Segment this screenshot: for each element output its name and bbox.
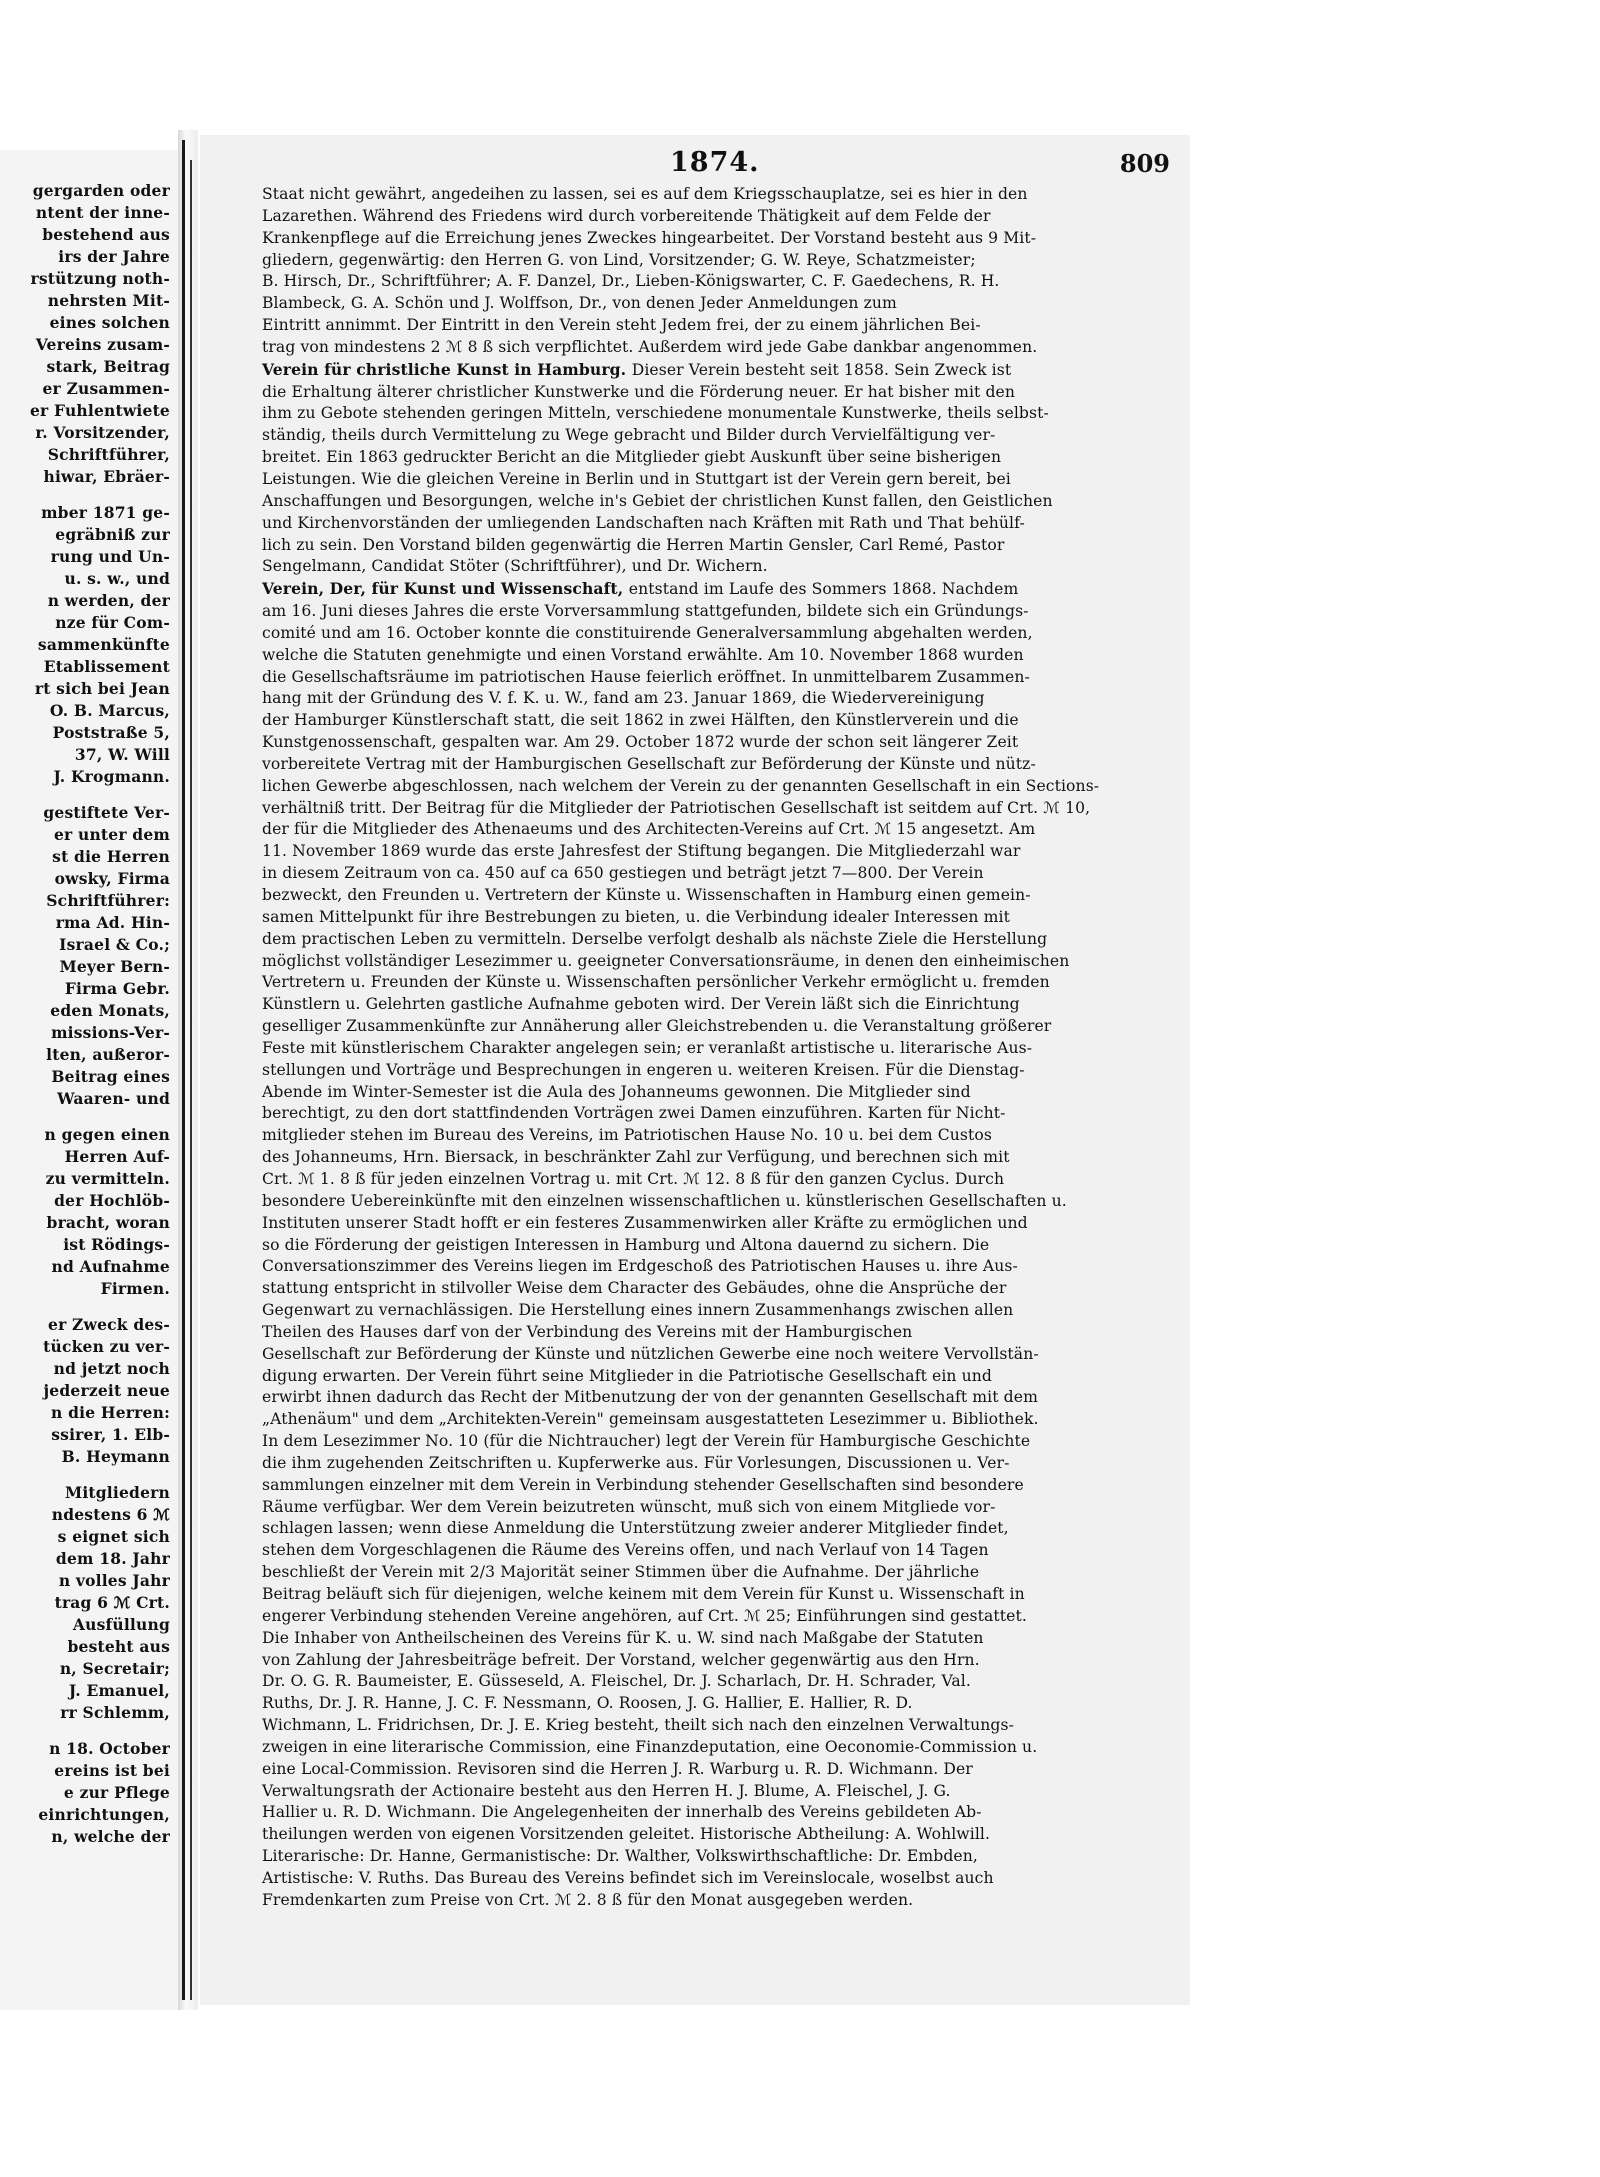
left-text-line: nze für Com- bbox=[55, 613, 170, 632]
left-text-line: gestiftete Ver- bbox=[43, 803, 170, 822]
left-text-line: ntent der inne- bbox=[35, 203, 170, 222]
left-text-line: O. B. Marcus, bbox=[49, 701, 170, 720]
left-text-line: sammenkünfte bbox=[37, 635, 170, 654]
text-line: bezweckt, den Freunden u. Vertretern der Künste u. Wissenschaften in Hamburg einen gemein- bbox=[262, 886, 1031, 904]
text-line: Kunstgenossenschaft, gespalten war. Am 29. October 1872 wurde der schon seit längerer Zeit bbox=[262, 733, 1019, 752]
left-text-line: Herren Auf- bbox=[64, 1147, 170, 1166]
text-line: digung erwarten. Der Verein führt seine Mitglieder in die Patriotische Gesellschaft ein und bbox=[262, 1366, 992, 1385]
left-text-line: trag 6 ℳ Crt. bbox=[54, 1593, 170, 1612]
text-line: hang mit der Gründung des V. f. K. u. W., fand am 23. Januar 1869, die Wiedervereinigung bbox=[262, 689, 985, 708]
left-text-line: irs der Jahre bbox=[58, 247, 170, 266]
text-line: lichen Gewerbe abgeschlossen, nach welchem der Verein zu der genannten Gesellschaft in ein Sections- bbox=[262, 776, 1100, 795]
text-line: geselliger Zusammenkünfte zur Annäherung aller Gleichstrebenden u. die Veranstaltung größerer bbox=[262, 1017, 1052, 1036]
text-line: Sengelmann, Candidat Stöter (Schriftführer), und Dr. Wichern. bbox=[262, 557, 768, 576]
text-line: Fremdenkarten zum Preise von Crt. ℳ 2. 8 ß für den Monat ausgegeben werden. bbox=[262, 1890, 914, 1909]
text-line: welche die Statuten genehmigte und einen Vorstand erwählte. Am 10. November 1868 wurden bbox=[262, 645, 1024, 664]
text-line: Krankenpflege auf die Erreichung jenes Zweckes hingearbeitet. Der Vorstand besteht aus 9 Mit- bbox=[262, 228, 1037, 247]
left-text-line: mber 1871 ge- bbox=[41, 503, 170, 522]
text-line: eine Local-Commission. Revisoren sind die Herren J. R. Warburg u. R. D. Wichmann. Der bbox=[262, 1759, 973, 1778]
left-text-line: n gegen einen bbox=[44, 1125, 170, 1144]
text-line: vorbereitete Vertrag mit der Hamburgischen Gesellschaft zur Beförderung der Künste und nütz- bbox=[262, 754, 1036, 773]
text-line: berechtigt, zu den dort stattfindenden Vorträgen zwei Damen einzuführen. Karten für Nicht- bbox=[262, 1104, 1006, 1123]
text-line: Abende im Winter-Semester ist die Aula des Johanneums gewonnen. Die Mitglieder sind bbox=[262, 1082, 971, 1101]
text-line: Blambeck, G. A. Schön und J. Wolffson, Dr., von denen Jeder Anmeldungen zum bbox=[262, 294, 897, 313]
text-line: „Athenäum" und dem „Architekten-Verein" gemeinsam ausgestatteten Lesezimmer u. Bibliothek. bbox=[262, 1410, 1039, 1429]
left-text-line: owsky, Firma bbox=[54, 869, 170, 888]
left-text-line: gergarden oder bbox=[32, 181, 170, 200]
text-line: der Hamburger Künstlerschaft statt, die seit 1862 in zwei Hälften, den Künstlerverein und die bbox=[262, 711, 1019, 730]
left-text-line: n, Secretair; bbox=[59, 1659, 170, 1678]
left-text-line: stark, Beitrag bbox=[46, 357, 170, 376]
left-text-line: Ausfüllung bbox=[72, 1615, 170, 1634]
page-number: 809 bbox=[1119, 149, 1170, 178]
text-line: breitet. Ein 1863 gedruckter Bericht an die Mitglieder giebt Auskunft über seine bisherigen bbox=[262, 448, 1002, 467]
text-line: und Kirchenvorständen der umliegenden Landschaften nach Kräften mit Rath und That behülf- bbox=[262, 513, 1025, 532]
left-text-line: einrichtungen, bbox=[38, 1805, 170, 1824]
text-line: samen Mittelpunkt für ihre Bestrebungen zu bieten, u. die Verbindung idealer Interessen mit bbox=[262, 907, 1010, 926]
left-text-line: Vereins zusam- bbox=[35, 335, 170, 354]
left-text-line: er unter dem bbox=[53, 825, 170, 844]
text-line: B. Hirsch, Dr., Schriftführer; A. F. Danzel, Dr., Lieben-Königswarter, C. F. Gaedechens, R. H. bbox=[262, 272, 1000, 291]
left-text-line: n, welche der bbox=[51, 1827, 170, 1846]
left-text-line: missions-Ver- bbox=[51, 1023, 170, 1042]
left-text-line: bestehend aus bbox=[42, 225, 170, 244]
left-text-line: lten, außeror- bbox=[46, 1045, 170, 1064]
text-line: Anschaffungen und Besorgungen, welche in's Gebiet der christlichen Kunst fallen, den Geistlichen bbox=[262, 491, 1053, 510]
text-line: Gesellschaft zur Beförderung der Künste und nützlichen Gewerbe eine noch weitere Vervollstän- bbox=[262, 1344, 1039, 1363]
text-line: Literarische: Dr. Hanne, Germanistische: Dr. Walther, Volkswirthschaftliche: Dr. Embden, bbox=[262, 1847, 978, 1866]
text-line: mitglieder stehen im Bureau des Vereins, im Patriotischen Hause No. 10 u. bei dem Custos bbox=[262, 1126, 992, 1145]
left-text-line: n 18. October bbox=[49, 1739, 170, 1758]
left-text-line: r. Vorsitzender, bbox=[35, 423, 170, 442]
text-line: Conversationszimmer des Vereins liegen im Erdgeschoß des Patriotischen Hauses u. ihre Aus- bbox=[262, 1257, 1018, 1276]
left-text-line: Schriftführer: bbox=[46, 891, 170, 910]
text-line: beschließt der Verein mit 2/3 Majorität seiner Stimmen über die Aufnahme. Der jährliche bbox=[262, 1563, 980, 1582]
section-heading-line: Verein für christliche Kunst in Hamburg. Dieser Verein besteht seit 1858. Sein Zweck ist bbox=[262, 359, 1012, 379]
left-text-line: B. Heymann bbox=[61, 1447, 170, 1466]
page-year: 1874. bbox=[670, 147, 760, 178]
text-line: Beitrag beläuft sich für diejenigen, welche keinem mit dem Verein für Kunst u. Wissenschaft in bbox=[262, 1585, 1025, 1603]
gutter-rule-outer bbox=[182, 140, 185, 2000]
left-text-line: hiwar, Ebräer- bbox=[43, 467, 170, 486]
left-text-line: s eignet sich bbox=[57, 1527, 170, 1546]
left-text-line: dem 18. Jahr bbox=[55, 1549, 170, 1568]
left-text-line: Waaren- und bbox=[57, 1089, 170, 1108]
gutter-rule-inner bbox=[190, 160, 192, 2000]
left-text-line: bracht, woran bbox=[46, 1213, 170, 1232]
left-text-line: J. Krogmann. bbox=[53, 767, 170, 786]
text-line: In dem Lesezimmer No. 10 (für die Nichtraucher) legt der Verein für Hamburgische Geschichte bbox=[262, 1432, 1031, 1451]
left-text-line: besteht aus bbox=[67, 1637, 170, 1656]
left-text-line: Poststraße 5, bbox=[52, 723, 170, 742]
left-page-fragment bbox=[0, 150, 178, 2010]
left-text-line: egräbniß zur bbox=[55, 525, 170, 544]
text-line: Ruths, Dr. J. R. Hanne, J. C. F. Nessmann, O. Roosen, J. G. Hallier, E. Hallier, R. D. bbox=[262, 1694, 913, 1713]
text-line: Künstlern u. Gelehrten gastliche Aufnahme geboten wird. Der Verein läßt sich die Einrichtung bbox=[262, 995, 1020, 1014]
left-text-line: n volles Jahr bbox=[58, 1571, 170, 1590]
text-line: ständig, theils durch Vermittelung zu Wege gebracht und Bilder durch Vervielfältigung ver- bbox=[262, 426, 996, 445]
text-line: Dr. O. G. R. Baumeister, E. Güsseseld, A. Fleischel, Dr. J. Scharlach, Dr. H. Schrader, Val. bbox=[262, 1672, 971, 1691]
text-line: lich zu sein. Den Vorstand bilden gegenwärtig die Herren Martin Gensler, Carl Remé, Pastor bbox=[262, 535, 1005, 554]
text-line: comité und am 16. October konnte die constituirende Generalversammlung abgehalten werden, bbox=[262, 623, 1033, 642]
text-line: engerer Verbindung stehenden Vereine angehören, auf Crt. ℳ 25; Einführungen sind gestattet. bbox=[262, 1606, 1027, 1625]
text-line: die ihm zugehenden Zeitschriften u. Kupferwerke aus. Für Vorlesungen, Discussionen u. Ver- bbox=[262, 1453, 1010, 1472]
text-line: Wichmann, L. Fridrichsen, Dr. J. E. Krieg besteht, theilt sich nach den einzelnen Verwaltungs- bbox=[262, 1716, 1014, 1735]
left-text-line: eden Monats, bbox=[50, 1001, 170, 1020]
left-text-line: nd Aufnahme bbox=[51, 1257, 170, 1276]
section-heading-line: Verein, Der, für Kunst und Wissenschaft, entstand im Laufe des Sommers 1868. Nachdem bbox=[262, 579, 1019, 599]
text-line: erwirbt ihnen dadurch das Recht der Mitbenutzung der von der genannten Gesellschaft mit dem bbox=[262, 1388, 1038, 1407]
left-text-line: Etablissement bbox=[43, 657, 170, 676]
left-text-line: jederzeit neue bbox=[43, 1381, 170, 1400]
left-text-line: Firmen. bbox=[100, 1279, 170, 1298]
text-line: Crt. ℳ 1. 8 ß für jeden einzelnen Vortrag u. mit Crt. ℳ 12. 8 ß für den ganzen Cyclus. Durch bbox=[262, 1169, 1005, 1188]
left-text-line: Meyer Bern- bbox=[59, 957, 170, 976]
book-gutter bbox=[178, 130, 198, 2010]
text-line: Staat nicht gewährt, angedeihen zu lassen, sei es auf dem Kriegsschauplatze, sei es hier in den bbox=[262, 185, 1028, 203]
text-line: Theilen des Hauses darf von der Verbindung des Vereins mit der Hamburgischen bbox=[262, 1322, 913, 1341]
left-text-line: ssirer, 1. Elb- bbox=[51, 1425, 170, 1444]
text-line: in diesem Zeitraum von ca. 450 auf ca 650 gestiegen und beträgt jetzt 7—800. Der Verein bbox=[262, 864, 984, 883]
left-text-line: tücken zu ver- bbox=[43, 1337, 170, 1356]
left-text-line: J. Emanuel, bbox=[68, 1681, 170, 1700]
text-line: von Zahlung der Jahresbeiträge befreit. Der Vorstand, welcher gegenwärtig aus den Hrn. bbox=[262, 1650, 980, 1669]
text-line: die Erhaltung älterer christlicher Kunstwerke und die Förderung neuer. Er hat bisher mit den bbox=[262, 382, 1016, 401]
left-text-line: nehrsten Mit- bbox=[47, 291, 170, 310]
text-line: Die Inhaber von Antheilscheinen des Vereins für K. u. W. sind nach Maßgabe der Statuten bbox=[262, 1628, 984, 1647]
left-text-line: Beitrag eines bbox=[51, 1067, 170, 1086]
text-line: gliedern, gegenwärtig: den Herren G. von Lind, Vorsitzender; G. W. Reye, Schatzmeister; bbox=[262, 250, 976, 269]
left-text-line: 37, W. Will bbox=[74, 745, 170, 764]
text-line: möglichst vollständiger Lesezimmer u. geeigneter Conversationsräume, in denen den einheimischen bbox=[262, 951, 1070, 970]
main-text-column bbox=[262, 184, 1182, 1912]
text-line: ihm zu Gebote stehenden geringen Mitteln, verschiedene monumentale Kunstwerke, theils selbst- bbox=[262, 404, 1049, 423]
text-line: theilungen werden von eigenen Vorsitzenden geleitet. Historische Abtheilung: A. Wohlwill. bbox=[262, 1825, 991, 1844]
left-text-line: st die Herren bbox=[52, 847, 170, 866]
text-line: stehen dem Vorgeschlagenen die Räume des Vereins offen, und nach Verlauf von 14 Tagen bbox=[262, 1541, 989, 1560]
left-text-line: Firma Gebr. bbox=[64, 979, 170, 998]
text-line: verhältniß tritt. Der Beitrag für die Mitglieder der Patriotischen Gesellschaft ist seitdem auf Crt. ℳ 10, bbox=[262, 798, 1091, 817]
left-text-line: Mitgliedern bbox=[64, 1483, 170, 1502]
text-line: Hallier u. R. D. Wichmann. Die Angelegenheiten der innerhalb des Vereins gebildeten Ab- bbox=[262, 1803, 982, 1822]
left-text-line: rt sich bei Jean bbox=[34, 679, 170, 698]
text-line: die Gesellschaftsräume im patriotischen Hause feierlich eröffnet. In unmittelbarem Zusammen- bbox=[262, 667, 1030, 686]
text-line: der für die Mitglieder des Athenaeums und des Architecten-Vereins auf Crt. ℳ 15 angesetzt. Am bbox=[262, 820, 1036, 839]
left-text-line: rr Schlemm, bbox=[60, 1703, 170, 1722]
left-text-line: eines solchen bbox=[49, 313, 170, 332]
left-text-line: Schriftführer, bbox=[47, 445, 170, 464]
text-line: Gegenwart zu vernachlässigen. Die Herstellung eines innern Zusammenhangs zwischen allen bbox=[262, 1301, 1014, 1320]
text-line: Feste mit künstlerischem Charakter angelegen sein; er veranlaßt artistische u. literarische Aus- bbox=[262, 1038, 1033, 1057]
text-line: schlagen lassen; wenn diese Anmeldung die Unterstützung zweier anderer Mitglieder findet, bbox=[262, 1519, 1009, 1538]
page-header bbox=[200, 143, 1170, 183]
left-text-line: zu vermitteln. bbox=[45, 1169, 170, 1188]
text-line: Lazarethen. Während des Friedens wird durch vorbereitende Thätigkeit auf dem Felde der bbox=[262, 206, 991, 225]
left-text-line: n die Herren: bbox=[51, 1403, 170, 1422]
left-text-line: rma Ad. Hin- bbox=[55, 913, 170, 932]
text-line: Räume verfügbar. Wer dem Verein beizutreten wünscht, muß sich von einem Mitgliede vor- bbox=[262, 1497, 996, 1516]
text-line: Vertretern u. Freunden der Künste u. Wissenschaften persönlicher Verkehr ermöglicht u. fremden bbox=[262, 973, 1050, 992]
left-text-line: rstützung noth- bbox=[30, 269, 170, 288]
text-line: des Johanneums, Hrn. Biersack, in beschränkter Zahl zur Verfügung, und berechnen sich mit bbox=[262, 1148, 1010, 1167]
text-line: Verwaltungsrath der Actionaire besteht aus den Herren H. J. Blume, A. Fleischel, J. G. bbox=[262, 1781, 951, 1800]
text-line: besondere Uebereinkünfte mit den einzelnen wissenschaftlichen u. künstlerischen Gesellschaften u. bbox=[262, 1191, 1067, 1210]
text-line: so die Förderung der geistigen Interessen in Hamburg und Altona dauernd zu sichern. Die bbox=[262, 1235, 990, 1254]
left-text-line: ndestens 6 ℳ bbox=[51, 1505, 170, 1524]
left-text-line: Israel & Co.; bbox=[59, 935, 170, 954]
left-text-line: er Zweck des- bbox=[48, 1315, 170, 1334]
left-text-line: er Fuhlentwiete bbox=[30, 401, 170, 420]
text-line: Artistische: V. Ruths. Das Bureau des Vereins befindet sich im Vereinslocale, woselbst auch bbox=[262, 1868, 994, 1887]
text-line: 11. November 1869 wurde das erste Jahresfest der Stiftung begangen. Die Mitgliederzahl war bbox=[262, 842, 1021, 861]
text-line: Eintritt annimmt. Der Eintritt in den Verein steht Jedem frei, der zu einem jährlichen Bei- bbox=[262, 316, 981, 335]
text-line: dem practischen Leben zu vermitteln. Derselbe verfolgt deshalb als nächste Ziele die Herstellung bbox=[262, 929, 1048, 948]
left-text-line: ereins ist bei bbox=[54, 1761, 170, 1780]
text-line: zweigen in eine literarische Commission, eine Finanzdeputation, eine Oeconomie-Commission u. bbox=[262, 1737, 1038, 1756]
text-line: trag von mindestens 2 ℳ 8 ß sich verpflichtet. Außerdem wird jede Gabe dankbar angenommen. bbox=[262, 337, 1038, 356]
left-text-line: nd jetzt noch bbox=[53, 1359, 170, 1378]
left-text-line: er Zusammen- bbox=[42, 379, 170, 398]
left-text-line: ist Rödings- bbox=[63, 1235, 170, 1254]
left-text-line: n werden, der bbox=[47, 591, 170, 610]
text-line: stattung entspricht in stilvoller Weise dem Character des Gebäudes, ohne die Ansprüche der bbox=[262, 1279, 1007, 1298]
left-text-line: e zur Pflege bbox=[63, 1783, 170, 1802]
left-column-text bbox=[0, 180, 170, 1848]
left-text-line: u. s. w., und bbox=[64, 569, 170, 588]
text-line: stellungen und Vorträge und Besprechungen in engeren u. weiteren Kreisen. Für die Dienstag- bbox=[262, 1060, 1025, 1079]
right-page bbox=[200, 135, 1190, 2005]
text-line: Instituten unserer Stadt hofft er ein festeres Zusammenwirken aller Kräfte zu ermöglichen und bbox=[262, 1213, 1028, 1232]
left-text-line: rung und Un- bbox=[50, 547, 170, 566]
text-line: Leistungen. Wie die gleichen Vereine in Berlin und in Stuttgart ist der Verein gern bereit, bei bbox=[262, 469, 1011, 488]
text-line: sammlungen einzelner mit dem Verein in Verbindung stehender Gesellschaften sind besondere bbox=[262, 1475, 1024, 1494]
text-line: am 16. Juni dieses Jahres die erste Vorversammlung stattgefunden, bildete sich ein Gründungs- bbox=[262, 602, 1029, 621]
left-text-line: der Hochlöb- bbox=[54, 1191, 170, 1210]
